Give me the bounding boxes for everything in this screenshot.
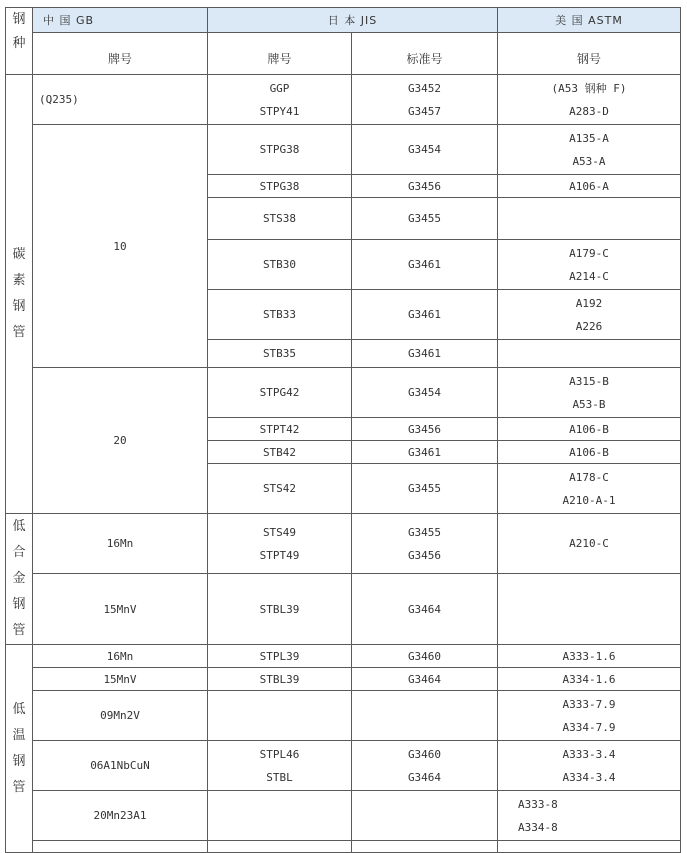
- astm-grade: A334-7.9: [562, 720, 616, 734]
- jis-grade-cell: [208, 691, 352, 741]
- gb-grade-cell: 20Mn23A1: [33, 791, 208, 841]
- astm-grade-cell: [498, 574, 681, 645]
- astm-grade: A214-C: [569, 269, 609, 283]
- gb-grade-cell: 09Mn2V: [33, 691, 208, 741]
- jis-grade-cell: STS38: [208, 198, 352, 240]
- jis-standard-cell: G3464: [352, 668, 498, 691]
- jis-standard: G3456: [407, 548, 442, 562]
- gb-grade-cell: 15MnV: [33, 574, 208, 645]
- category-low-alloy-char-2: 合: [12, 545, 26, 560]
- category-carbon-char-1: 碳: [12, 247, 26, 262]
- steel-type-header: [6, 8, 33, 75]
- astm-grade: A53-A: [572, 154, 606, 168]
- jis-grade-cell: STB33: [208, 290, 352, 340]
- gb-grade-cell: (Q235): [33, 75, 208, 125]
- jis-standard-cell: [352, 741, 498, 791]
- astm-grade: A210-A-1: [562, 493, 616, 507]
- jis-grade-cell: STB30: [208, 240, 352, 290]
- jis-grade: STBL: [266, 770, 293, 784]
- table-row-filler: [352, 841, 498, 853]
- astm-grade-cell: [498, 741, 681, 791]
- gb-grade-cell: 16Mn: [33, 645, 208, 668]
- astm-grade-cell: [498, 75, 681, 125]
- category-low-alloy: [6, 514, 33, 645]
- astm-grade-cell: [498, 340, 681, 368]
- astm-grade: A333-8: [518, 797, 558, 811]
- astm-grade-cell: [498, 125, 681, 175]
- astm-grade-cell: A210-C: [498, 514, 681, 574]
- jis-grade: STPL46: [259, 747, 300, 761]
- category-low-temp-char-1: 低: [12, 701, 26, 717]
- jis-header: 日 本 JIS: [208, 8, 498, 33]
- astm-grade: (A53 钢种 F): [551, 81, 627, 95]
- jis-standard-cell: G3461: [352, 290, 498, 340]
- astm-grade: A192: [575, 296, 603, 310]
- astm-grade: A283-D: [569, 104, 609, 118]
- jis-standard-cell: [352, 75, 498, 125]
- jis-grade-cell: STPG38: [208, 125, 352, 175]
- astm-grade-cell: [498, 368, 681, 418]
- jis-standard-cell: G3461: [352, 441, 498, 464]
- astm-grade: A53-B: [572, 397, 606, 411]
- jis-grade-cell: STPT42: [208, 418, 352, 441]
- astm-grade: A179-C: [569, 246, 609, 260]
- astm-grade-cell: [498, 240, 681, 290]
- gb-grade-cell: 10: [33, 125, 208, 368]
- category-low-alloy-char-3: 金: [12, 571, 26, 586]
- jis-grade-cell: STB35: [208, 340, 352, 368]
- jis-standard-header: 标准号: [352, 33, 498, 75]
- astm-grade-cell: [498, 198, 681, 240]
- jis-standard: G3452: [407, 81, 442, 95]
- category-low-temp-char-3: 钢: [12, 753, 26, 769]
- astm-grade: A226: [575, 319, 603, 333]
- category-low-temp: [6, 645, 33, 853]
- jis-grade-cell: STB42: [208, 441, 352, 464]
- astm-grade: A178-C: [569, 470, 609, 484]
- astm-grade-header: 钢号: [498, 33, 681, 75]
- jis-standard: G3464: [407, 770, 442, 784]
- astm-grade-cell: A106-B: [498, 418, 681, 441]
- category-low-alloy-char-1: 低: [12, 519, 26, 534]
- astm-grade-cell: [498, 464, 681, 514]
- jis-standard-cell: [352, 514, 498, 574]
- category-carbon: [6, 75, 33, 514]
- steel-pipe-comparison-table: [5, 7, 681, 853]
- astm-grade-cell: A334-1.6: [498, 668, 681, 691]
- astm-header: 美 国 ASTM: [498, 8, 681, 33]
- category-low-temp-char-2: 温: [12, 727, 26, 743]
- astm-grade-cell: [498, 691, 681, 741]
- gb-grade-cell: 20: [33, 368, 208, 514]
- table-row-filler: [33, 841, 208, 853]
- jis-standard-cell: G3455: [352, 464, 498, 514]
- jis-standard: G3455: [407, 525, 442, 539]
- jis-standard-cell: G3456: [352, 418, 498, 441]
- jis-grade-cell: STPG42: [208, 368, 352, 418]
- jis-grade: STPY41: [259, 104, 300, 118]
- jis-grade-cell: [208, 514, 352, 574]
- category-low-alloy-char-4: 钢: [12, 597, 26, 612]
- category-carbon-char-3: 钢: [12, 299, 26, 314]
- category-carbon-char-2: 素: [12, 273, 26, 288]
- steel-type-header-char-2: 种: [12, 36, 26, 51]
- astm-grade-cell: A106-B: [498, 441, 681, 464]
- jis-grade: STPT49: [259, 548, 300, 562]
- category-carbon-char-4: 管: [12, 325, 26, 340]
- jis-grade-cell: [208, 75, 352, 125]
- jis-standard-cell: G3464: [352, 574, 498, 645]
- steel-type-header-char-1: 钢: [12, 12, 26, 27]
- jis-grade-cell: STPL39: [208, 645, 352, 668]
- jis-grade-header: 牌号: [208, 33, 352, 75]
- astm-grade-cell: A333-1.6: [498, 645, 681, 668]
- category-low-alloy-char-5: 管: [12, 623, 26, 638]
- gb-grade-cell: 16Mn: [33, 514, 208, 574]
- gb-grade-cell: 06A1NbCuN: [33, 741, 208, 791]
- astm-grade-cell: A106-A: [498, 175, 681, 198]
- astm-grade: A135-A: [569, 131, 609, 145]
- gb-grade-header: 牌号: [33, 33, 208, 75]
- jis-grade-cell: [208, 791, 352, 841]
- jis-standard-cell: G3460: [352, 645, 498, 668]
- astm-grade-cell: [498, 791, 681, 841]
- astm-grade: A334-8: [518, 820, 558, 834]
- jis-standard-cell: G3456: [352, 175, 498, 198]
- astm-grade: A333-3.4: [562, 747, 616, 761]
- jis-standard: G3457: [407, 104, 442, 118]
- jis-grade: STS49: [262, 525, 297, 539]
- jis-grade-cell: STBL39: [208, 668, 352, 691]
- jis-grade-cell: STBL39: [208, 574, 352, 645]
- jis-standard-cell: G3461: [352, 340, 498, 368]
- jis-standard-cell: G3455: [352, 198, 498, 240]
- table-row-filler: [208, 841, 352, 853]
- astm-grade: A315-B: [569, 374, 609, 388]
- jis-grade-cell: [208, 741, 352, 791]
- jis-standard-cell: [352, 691, 498, 741]
- jis-standard-cell: [352, 791, 498, 841]
- jis-standard-cell: G3454: [352, 368, 498, 418]
- astm-grade-cell: [498, 290, 681, 340]
- jis-standard-cell: G3461: [352, 240, 498, 290]
- jis-grade: GGP: [269, 81, 290, 95]
- astm-grade: A334-3.4: [562, 770, 616, 784]
- jis-standard: G3460: [407, 747, 442, 761]
- gb-header: 中 国 GB: [33, 8, 208, 33]
- category-low-temp-char-4: 管: [12, 779, 26, 795]
- gb-grade-cell: 15MnV: [33, 668, 208, 691]
- jis-standard-cell: G3454: [352, 125, 498, 175]
- jis-grade-cell: STPG38: [208, 175, 352, 198]
- table-row-filler: [498, 841, 681, 853]
- jis-grade-cell: STS42: [208, 464, 352, 514]
- astm-grade: A333-7.9: [562, 697, 616, 711]
